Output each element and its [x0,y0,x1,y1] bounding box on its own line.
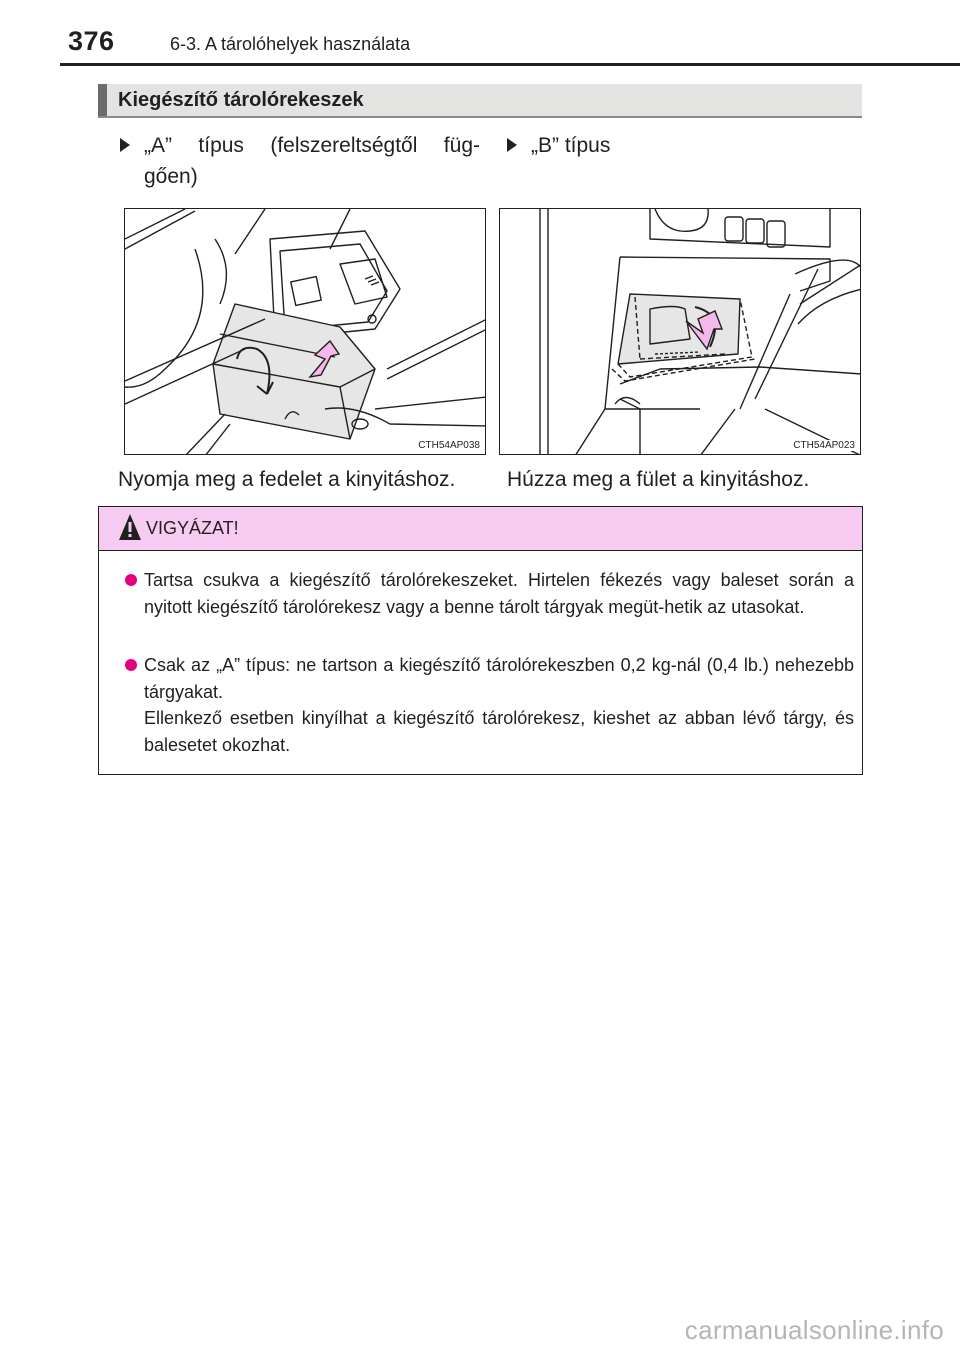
variant-a-label [120,130,480,194]
caution-title: VIGYÁZAT! [146,518,239,538]
bullet-dot-icon [125,574,137,586]
lower-dash-compartment-drawing [500,209,861,455]
caution-header [99,507,862,551]
figure-code: CTH54AP038 [418,440,480,451]
section-title: Kiegészítő tárolórekeszek [118,89,364,111]
warning-triangle-icon [118,513,142,541]
page-number: 376 [68,26,115,56]
figure-a-caption: Nyomja meg a fedelet a kinyitáshoz. [118,468,456,491]
caution-text: Csak az „A” típus: ne tartson a kiegészítő tárolórekeszben 0,2 kg-nál (0,4 lb.) nehezebb tárgyakat. [144,655,854,702]
caution-box [98,506,863,775]
section-bar-accent [98,84,107,116]
header-rule [60,63,960,66]
variant-b-label-text: „B” típus [531,134,611,157]
triangle-bullet-icon [507,138,517,152]
variant-a-label-line2: gően) [144,165,198,188]
section-heading-bar [98,84,862,118]
running-header: 6-3. A tárolóhelyek használata [170,34,411,54]
triangle-bullet-icon [120,138,130,152]
bullet-dot-icon [125,659,137,671]
figure-code: CTH54AP023 [793,440,855,451]
watermark: carmanualsonline.info [684,1315,944,1345]
caution-item [125,567,854,620]
overhead-console-drawing [125,209,486,455]
figure-type-b-illustration [499,208,861,455]
caution-item [125,652,854,758]
figure-b-caption: Húzza meg a fület a kinyitáshoz. [507,468,810,491]
caution-text-continued: Ellenkező esetben kinyílhat a kiegészítő tárolórekesz, kieshet az abban lévő tárgy, és balesetet okozhat. [144,708,854,755]
figure-type-a-illustration [124,208,486,455]
variant-b-label [507,130,807,164]
caution-text: Tartsa csukva a kiegészítő tárolórekeszeket. Hirtelen fékezés vagy baleset során a nyitott kiegészítő tárolórekesz vagy a benne tárolt tárgyak megüt-hetik az utasokat. [144,570,854,617]
variant-a-label-line1: „A” típus (felszereltségtől füg- [144,134,480,157]
